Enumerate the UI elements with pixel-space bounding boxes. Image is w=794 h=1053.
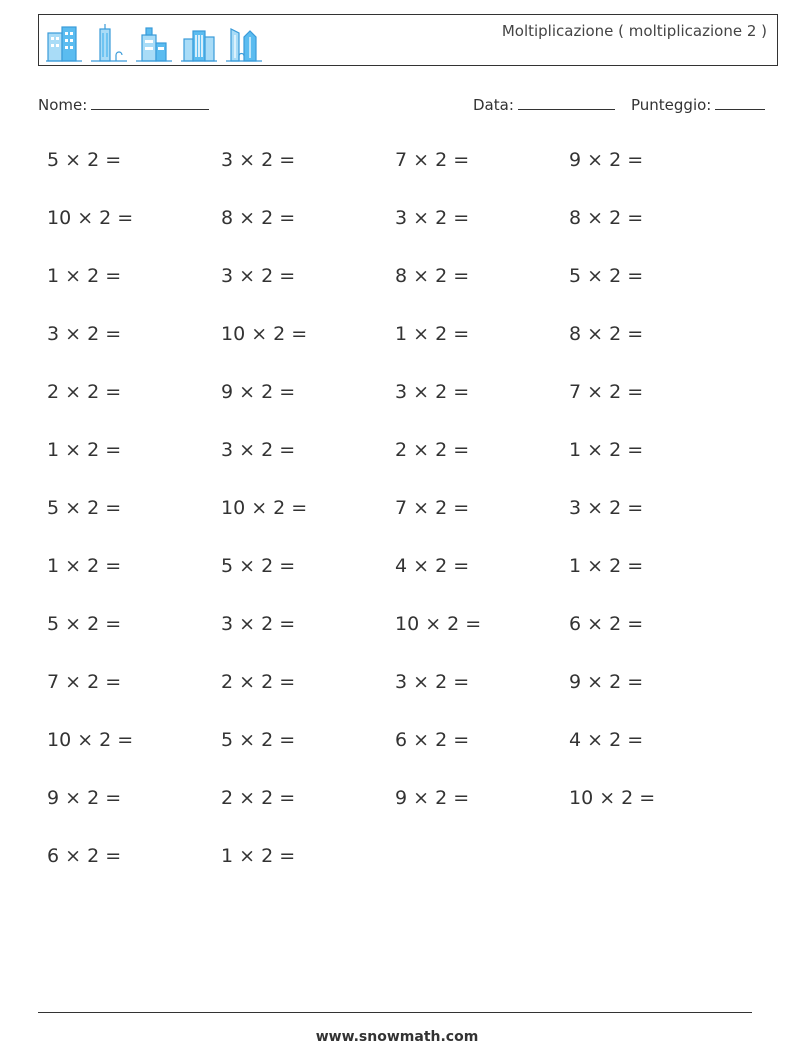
problem-item: 2 × 2 = <box>221 787 296 809</box>
problem-item: 8 × 2 = <box>395 265 470 287</box>
score-label: Punteggio: <box>631 96 712 114</box>
problem-item: 5 × 2 = <box>47 149 122 171</box>
header-icons <box>46 21 262 63</box>
problem-item: 6 × 2 = <box>395 729 470 751</box>
problem-item: 3 × 2 = <box>395 207 470 229</box>
building-icon <box>181 23 217 63</box>
problem-item: 3 × 2 = <box>221 265 296 287</box>
problem-item: 6 × 2 = <box>569 613 644 635</box>
problem-item: 7 × 2 = <box>395 149 470 171</box>
problem-item: 10 × 2 = <box>221 323 308 345</box>
problem-item: 5 × 2 = <box>47 497 122 519</box>
problem-item: 5 × 2 = <box>569 265 644 287</box>
problem-item: 10 × 2 = <box>569 787 656 809</box>
problem-item: 8 × 2 = <box>569 207 644 229</box>
problem-item: 10 × 2 = <box>47 207 134 229</box>
problem-item: 7 × 2 = <box>395 497 470 519</box>
problem-item: 5 × 2 = <box>47 613 122 635</box>
name-blank[interactable] <box>91 94 209 110</box>
problem-item: 9 × 2 = <box>569 149 644 171</box>
problem-item: 9 × 2 = <box>47 787 122 809</box>
problem-item: 1 × 2 = <box>47 439 122 461</box>
problem-item: 4 × 2 = <box>395 555 470 577</box>
problem-item: 2 × 2 = <box>47 381 122 403</box>
problem-item: 1 × 2 = <box>47 555 122 577</box>
problem-item: 3 × 2 = <box>47 323 122 345</box>
building-icon <box>136 23 172 63</box>
problem-item: 8 × 2 = <box>569 323 644 345</box>
problem-item: 9 × 2 = <box>221 381 296 403</box>
problem-item: 3 × 2 = <box>395 671 470 693</box>
score-field <box>631 94 765 114</box>
tower-icon <box>226 23 262 63</box>
date-label: Data: <box>473 96 514 114</box>
name-label: Nome: <box>38 96 88 114</box>
problem-item: 10 × 2 = <box>47 729 134 751</box>
problem-item: 1 × 2 = <box>47 265 122 287</box>
problem-item: 3 × 2 = <box>221 613 296 635</box>
score-blank[interactable] <box>715 94 765 110</box>
problem-item: 3 × 2 = <box>221 149 296 171</box>
problem-item: 9 × 2 = <box>569 671 644 693</box>
problem-item: 2 × 2 = <box>221 671 296 693</box>
problem-item: 5 × 2 = <box>221 729 296 751</box>
tower-icon <box>91 23 127 63</box>
problem-item: 10 × 2 = <box>221 497 308 519</box>
name-field <box>38 94 209 114</box>
problem-item: 7 × 2 = <box>569 381 644 403</box>
worksheet-title: Moltiplicazione ( moltiplicazione 2 ) <box>501 22 767 40</box>
problem-item: 10 × 2 = <box>395 613 482 635</box>
problem-item: 9 × 2 = <box>395 787 470 809</box>
problem-item: 4 × 2 = <box>569 729 644 751</box>
problem-item: 7 × 2 = <box>47 671 122 693</box>
worksheet-header <box>38 14 778 66</box>
problem-item: 3 × 2 = <box>395 381 470 403</box>
problem-grid <box>47 142 747 896</box>
problem-item: 3 × 2 = <box>569 497 644 519</box>
date-blank[interactable] <box>518 94 615 110</box>
problem-item: 3 × 2 = <box>221 439 296 461</box>
footer-divider <box>38 1012 752 1013</box>
problem-item: 1 × 2 = <box>569 439 644 461</box>
problem-item: 6 × 2 = <box>47 845 122 867</box>
problem-item: 8 × 2 = <box>221 207 296 229</box>
date-field <box>473 94 615 114</box>
problem-item: 5 × 2 = <box>221 555 296 577</box>
footer-website: www.snowmath.com <box>315 1029 479 1045</box>
problem-item: 1 × 2 = <box>221 845 296 867</box>
building-icon <box>46 23 82 63</box>
problem-item: 1 × 2 = <box>569 555 644 577</box>
problem-item: 2 × 2 = <box>395 439 470 461</box>
problem-item: 1 × 2 = <box>395 323 470 345</box>
